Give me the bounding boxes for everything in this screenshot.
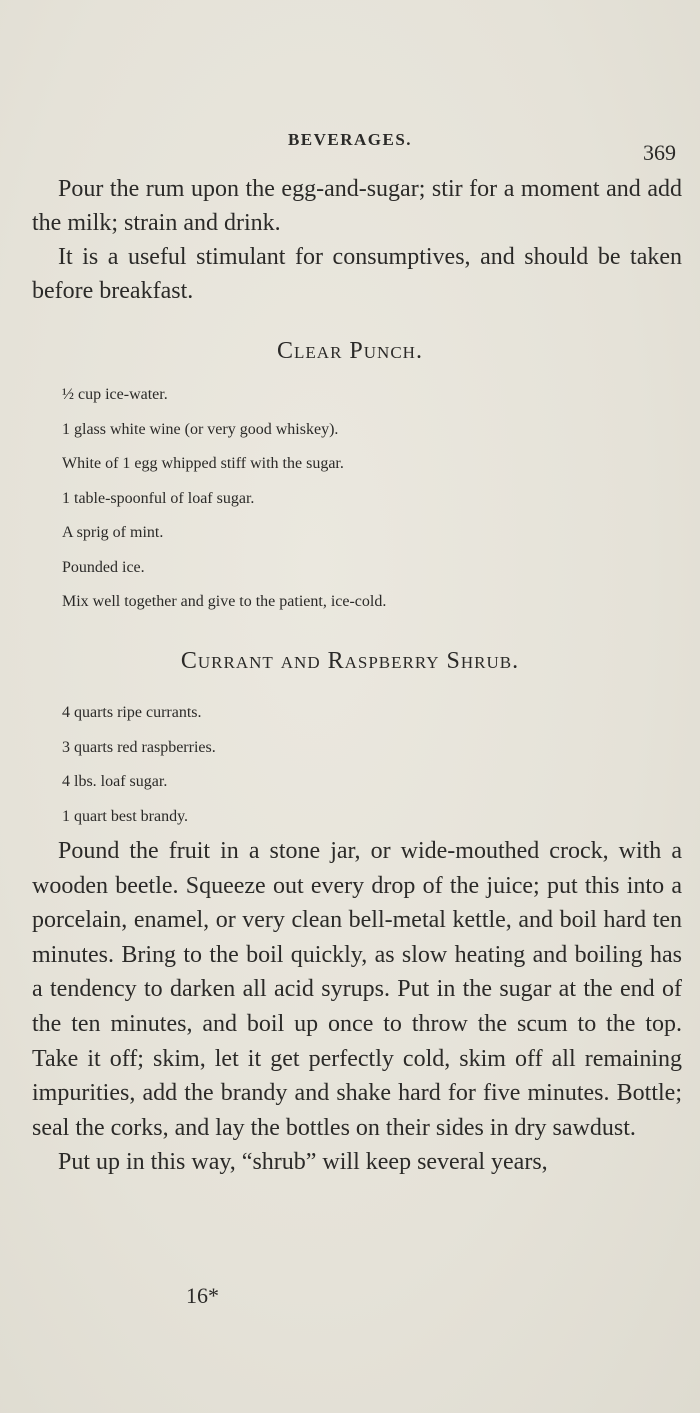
signature-mark: 16* bbox=[186, 1283, 219, 1308]
paragraph: It is a useful stimulant for consumptives, and should be taken before breakfast. bbox=[32, 244, 682, 304]
ingredient-line: 1 table-spoonful of loaf sugar. bbox=[62, 489, 255, 507]
ingredient-line: 1 glass white wine (or very good whiskey). bbox=[62, 420, 339, 438]
ingredient-list-clear-punch bbox=[32, 378, 692, 620]
ingredient-line: A sprig of mint. bbox=[62, 524, 164, 541]
paragraph: Pour the rum upon the egg-and-sugar; stir for a moment and add the milk; strain and drink. bbox=[32, 176, 682, 236]
ingredient-line: 4 lbs. loaf sugar. bbox=[62, 773, 168, 790]
ingredient-line: Pounded ice. bbox=[62, 558, 145, 576]
shrub-method-text bbox=[32, 834, 682, 1180]
intro-text bbox=[32, 172, 682, 308]
page-number: 369 bbox=[643, 140, 676, 165]
paragraph: Put up in this way, “shrub” will keep several years, bbox=[58, 1149, 548, 1176]
running-title: BEVERAGES. bbox=[287, 130, 413, 149]
ingredient-line: 1 quart best brandy. bbox=[62, 807, 189, 825]
ingredient-line: ½ cup ice-water. bbox=[62, 386, 168, 403]
paragraph: Pound the fruit in a stone jar, or wide-mouthed crock, with a wooden beetle. Squeeze out every drop of the juice; put this into a porcelain, enamel, or very clean bell-metal kettle, and boil hard ten minutes. Bring to the boil quickly, as slow heating and boiling has a tendency to darken all acid syrups. Put in the sugar at the end of the ten minutes, and boil up once to throw the scum to the top. Take it off; skim, let it get perfectly cold, skim off all remaining impurities, add the brandy and shake hard for five minutes. Bottle; seal the corks, and lay the bottles on their sides in dry sawdust. bbox=[32, 838, 682, 1141]
ingredient-line: 4 quarts ripe currants. bbox=[62, 704, 202, 721]
ingredient-line: 3 quarts red raspberries. bbox=[62, 738, 216, 756]
recipe-title-clear-punch: Clear Punch. bbox=[277, 338, 423, 364]
ingredient-line: White of 1 egg whipped stiff with the sugar. bbox=[62, 455, 344, 472]
recipe-title-shrub: Currant and Raspberry Shrub. bbox=[180, 648, 520, 674]
ingredient-list-shrub bbox=[32, 696, 692, 834]
instruction-line: Mix well together and give to the patient, ice-cold. bbox=[62, 593, 387, 610]
